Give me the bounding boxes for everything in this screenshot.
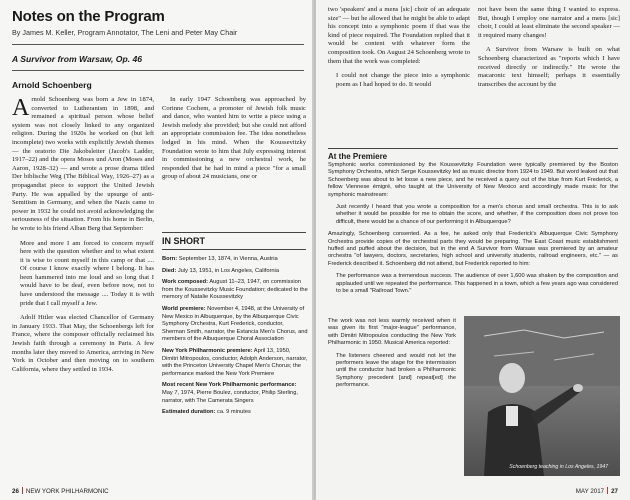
body-paragraph: In early 1947 Schoenberg was approached by Corinne Cochem, a promoter of Jewish folk music and dance, who wanted him to write a piece using a Jewish melody she provided; but she could not afford an appropriate commission fee. The idea nonetheless lodged in his mind. When the Koussevitzky Foundation wrote to him that July expressing interest in commissioning a new orchestral work, he responded that he had in mind a piece "for a small group of about 24 musicians, one or: [162, 96, 306, 181]
premiere-section: [328, 162, 618, 301]
body-paragraph: A Survivor from Warsaw is built on what Schoenberg characterized as "reports which I have received directly or indirectly." He wrote the macaronic text himself; perhaps it essentially transcribes the account by the: [478, 46, 620, 88]
divider: [12, 70, 304, 71]
fact-item: Died: July 13, 1951, in Los Angeles, California: [162, 267, 279, 274]
in-short-heading: IN SHORT: [162, 232, 306, 250]
body-paragraph: not have been the same thing I wanted to express. But, though I employ one narrator and a mens [sic] choir, I could at least eliminate the second speaker — it required many changes!: [478, 6, 620, 39]
block-quote: Just recently I heard that you wrote a composition for a men's chorus and small orchestra. This is to ask whether it would be possible for me to obtain the score, and whether, if the composition does not prove too difficult, there would be a chance of our performing it in Albuquerque?: [336, 204, 618, 225]
drop-cap: A: [12, 95, 30, 121]
footer-separator: [22, 487, 23, 494]
photo-illustration: [464, 316, 620, 476]
premiere-section-lower: [328, 318, 456, 395]
article-column-1: [12, 96, 154, 380]
right-page: [316, 0, 630, 500]
divider: [12, 44, 304, 45]
premiere-heading: At the Premiere: [328, 148, 618, 161]
page-number: 26: [12, 488, 19, 495]
fact-item: Estimated duration: ca. 9 minutes: [162, 409, 251, 416]
photo-caption: Schoenberg teaching in Los Angeles, 1947: [509, 464, 608, 470]
block-quote: More and more I am forced to concern myself here with the question whether and to what extent it is wise to count myself in this camp or that .... Of course I know exactly where I belong. It has been hammered into me loud and so long that I would have to be deaf, even before now, not to have understood the message .... Today it is with pride that I call myself a Jew.: [20, 239, 154, 307]
block-quote: I could not change the piece into a symphonic poem as I had hoped to do. It would: [336, 72, 470, 88]
body-paragraph: Amazingly, Schoenberg consented. As a fee, he asked only that Frederick's Albuquerque Civic Symphony Orchestra provide copies of the orchestral parts they would be preparing. The East Coast music establishment huffed and puffed about the decision, but in the end A Survivor from Warsaw was premiered by an amateur orchestra "of lawyers, doctors, secretaries, high school and university students, railroad engineers, etc." — as Frederick described it. Schoenberg did not attend, but Frederick reported to him:: [328, 231, 618, 267]
block-quote: The performance was a tremendous success. The audience of over 1,600 was shaken by the composition and applauded until we repeated the performance. This happened in a town, which a few years ago was considered to be a small "Railroad Town.": [336, 273, 618, 295]
fact-item: Most recent New York Philharmonic performance: May 7, 1974, Pierre Boulez, conductor, Philip Sterling, narrator, with The Camerata Singers: [162, 382, 298, 404]
fact-item: World premiere: November 4, 1948, at the University of New Mexico in Albuquerque, by the Albuquerque Civic Symphony Orchestra, Kurt Frederick, conductor, Sherman Smith, narrator, the Estancia Men's Chorus, and members of the Albuquerque Choral Association: [162, 305, 308, 343]
fact-item: Work composed: August 11–23, 1947, on commission from the Koussevitzky Music Foundation; dedicated to the memory of Natalie Koussevitzky: [162, 279, 308, 301]
fact-item: New York Philharmonic premiere: April 13, 1950, Dimitri Mitropoulos, conductor, Adolph Anderson, narrator, with the Princeton University Chapel Men's Chorus; the performance marked the New York Premiere: [162, 347, 308, 377]
composer-name: Arnold Schoenberg: [12, 80, 92, 90]
block-quote: The listeners cheered and would not let the performers leave the stage for the intermission until the conductor had broken a Philharmonic Symphony precedent [and] repeat[ed] the performance.: [336, 352, 456, 389]
body-paragraph: two 'speakers' and a mens [sic] choir of an adequate size" — but he allowed that he might be able to adapt his concept into a symphonic poem if that was the kind of piece required. The Foundation replied that it would be content with whatever form the composition took. On August 24 Schoenberg wrote to them that the work was completed:: [328, 6, 471, 65]
body-paragraph: Symphonic works commissioned by the Koussevitzky Foundation were typically premiered by the Boston Symphony Orchestra, which Serge Koussevitzky led as music director from 1924 to 1949. But word leaked out that Schoenberg was about to let loose a new piece, and he received a query out of the blue from Kurt Frederick, a fellow Viennese émigré, who taught at the University of New Mexico and accordingly made music for the symphonic mainstream:: [328, 162, 618, 198]
article-column-2: [162, 96, 306, 188]
footer-separator: [607, 487, 608, 494]
article-column-3: [328, 6, 470, 95]
page-footer: [12, 487, 109, 495]
body-paragraph: Adolf Hitler was elected Chancellor of Germany in January 1933. That May, the Schoenbergs left for France, where the composer officially reclaimed his Jewish faith through a ceremony in Paris. A few months later they moved to America, arriving in New York in October and then moving on to southern California, where they settled in 1934.: [12, 314, 154, 373]
page-title: Notes on the Program: [12, 8, 165, 25]
article-column-4: [478, 6, 620, 95]
page-number: 27: [611, 488, 618, 495]
body-paragraph: [12, 96, 154, 234]
byline: By James M. Keller, Program Annotator, The Leni and Peter May Chair: [12, 28, 238, 37]
body-paragraph: The work was not less warmly received when it was given its first "major-league" performance, with Dimitri Mitropoulos conducting the New York Philharmonic in 1950. Musical America reported:: [328, 318, 456, 347]
paragraph-text: rnold Schoenberg was born a Jew in 1874, converted to Lutheranism in 1898, and remained a spiritual person whose belief system was not closely linked to any organized religion. During the 1920s he worked on (but left incomplete) two works with explicitly Jewish themes — the oratorio Die Jakobsleiter (Jacob's Ladder, 1917–22) and the opera Moses und Aron (Moses and Aaron, 1928–32) — and wrote a prose drama titled Der biblische Weg (The Biblical Way, 1926–27) as a propagandist piece to support the United Jewish Party. He was appalled by the upsurge of anti-Semitism in Germany, and when the Nazis came to power in 1932 he could not avoid acknowledging the seriousness of the situation. From his home in Berlin, he wrote to his friend Alban Berg that September:: [12, 96, 154, 232]
publication-name: NEW YORK PHILHARMONIC: [25, 488, 109, 495]
work-title: A Survivor from Warsaw, Op. 46: [12, 54, 143, 64]
left-page: [0, 0, 314, 500]
in-short-box: [162, 256, 308, 421]
page-footer: [576, 487, 618, 495]
issue-date: MAY 2017: [575, 488, 605, 495]
fact-item: Born: September 13, 1874, in Vienna, Austria: [162, 256, 278, 262]
schoenberg-photo: [464, 316, 620, 476]
